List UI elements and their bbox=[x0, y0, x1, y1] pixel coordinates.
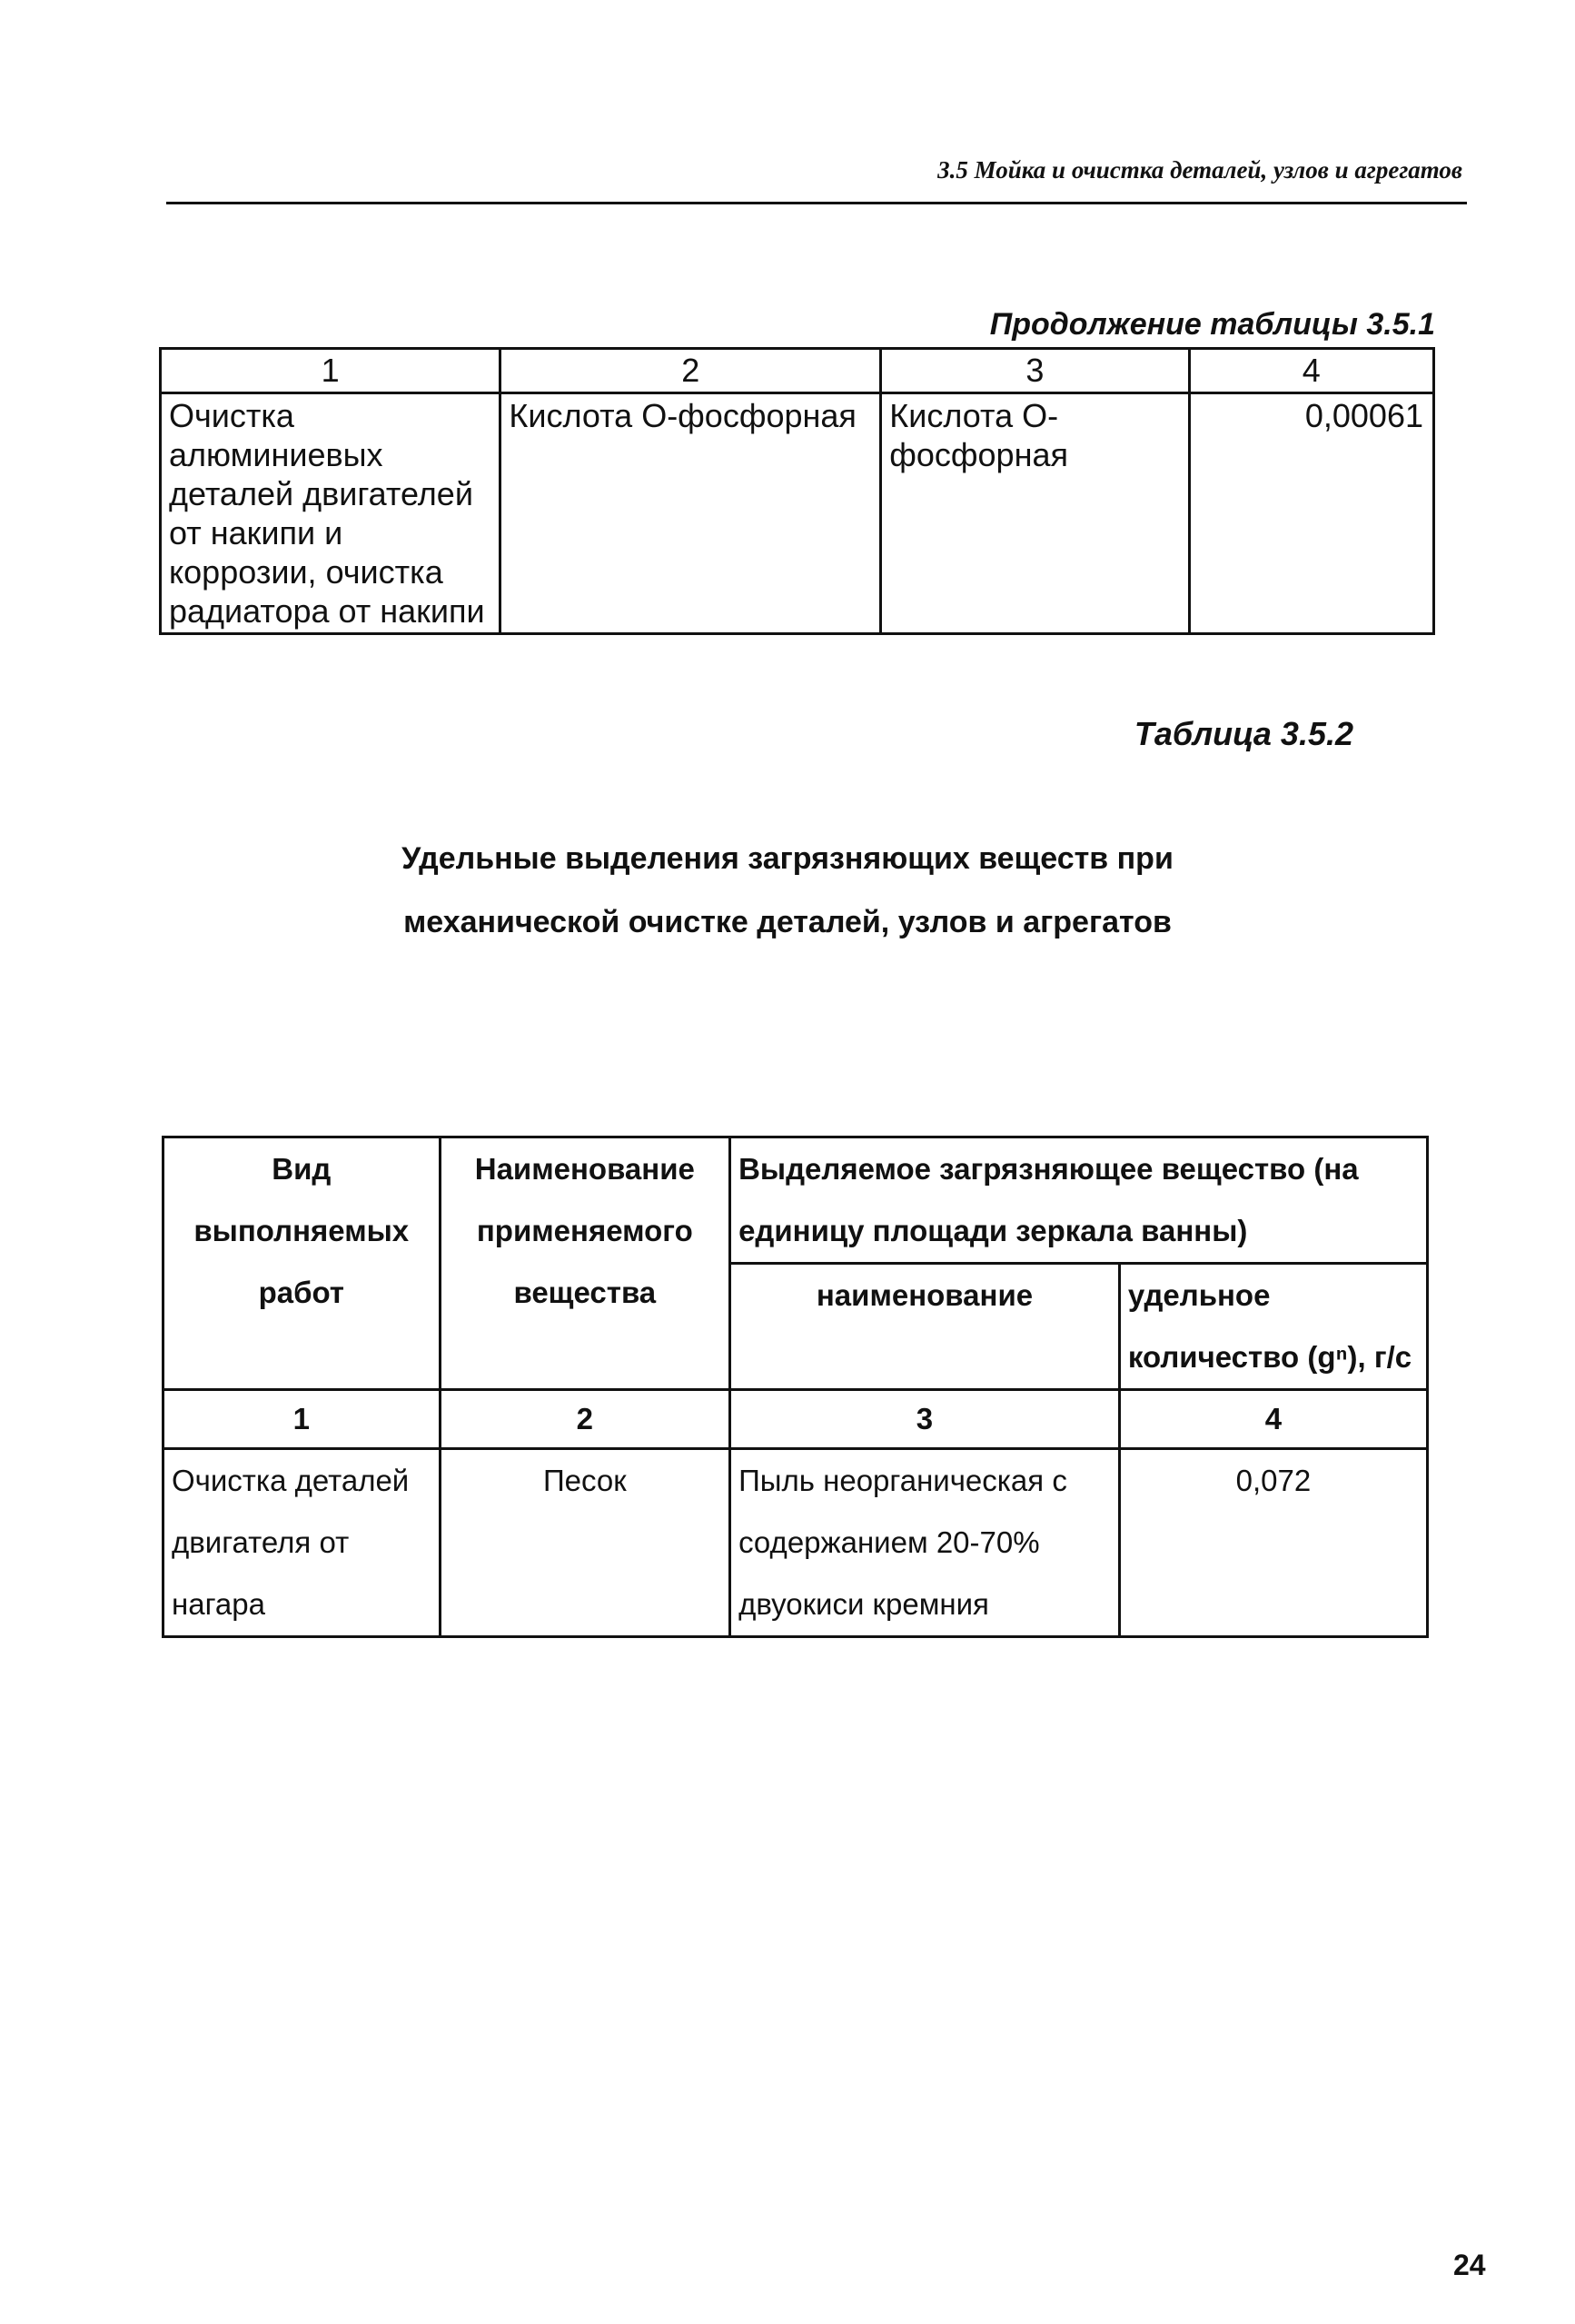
table-row bbox=[163, 1449, 1428, 1637]
pollutant-cell: Пыль неорганическая с содержанием 20-70% двуокиси кремния bbox=[730, 1449, 1120, 1637]
header-pollutant-name: наименование bbox=[730, 1264, 1120, 1390]
column-number-row bbox=[163, 1390, 1428, 1449]
table-3-5-2 bbox=[162, 1136, 1429, 1638]
table2-number: Таблица 3.5.2 bbox=[1134, 715, 1353, 752]
table1-caption: Продолжение таблицы 3.5.1 bbox=[989, 307, 1435, 342]
substance-cell: Кислота О-фосфорная bbox=[500, 393, 881, 634]
header-cell: 3 bbox=[881, 349, 1189, 393]
running-head: 3.5 Мойка и очистка деталей, узлов и агрегатов bbox=[937, 156, 1462, 184]
value-cell: 0,00061 bbox=[1189, 393, 1433, 634]
column-number: 3 bbox=[730, 1390, 1120, 1449]
substance-cell: Песок bbox=[440, 1449, 730, 1637]
header-cell: 2 bbox=[500, 349, 881, 393]
pollutant-cell: Кислота О- фосфорная bbox=[881, 393, 1189, 634]
header-substance: Наименование применяемого вещества bbox=[440, 1137, 730, 1390]
header-rule bbox=[166, 202, 1467, 204]
table2-title-line: механической очистке деталей, узлов и агрегатов bbox=[403, 905, 1172, 939]
table-3-5-1-continuation bbox=[159, 347, 1435, 635]
table-header-row bbox=[161, 349, 1434, 393]
table2-title bbox=[0, 827, 1575, 954]
header-cell: 1 bbox=[161, 349, 500, 393]
header-work-type: Вид выполняемых работ bbox=[163, 1137, 441, 1390]
page-number: 24 bbox=[1453, 2249, 1486, 2281]
column-number: 1 bbox=[163, 1390, 441, 1449]
table2-title-line: Удельные выделения загрязняющих веществ при bbox=[401, 841, 1174, 876]
column-number: 2 bbox=[440, 1390, 730, 1449]
header-cell: 4 bbox=[1189, 349, 1433, 393]
process-cell: Очистка алюминиевых деталей двигателей от накипи и коррозии, очистка радиатора от накипи bbox=[161, 393, 500, 634]
header-specific-amount: удельное количество (gⁿ), г/с bbox=[1119, 1264, 1427, 1390]
header-pollutant-group: Выделяемое загрязняющее вещество (на единицу площади зеркала ванны) bbox=[730, 1137, 1428, 1264]
value-cell: 0,072 bbox=[1119, 1449, 1427, 1637]
table-header-row bbox=[163, 1137, 1428, 1264]
column-number: 4 bbox=[1119, 1390, 1427, 1449]
table-row bbox=[161, 393, 1434, 634]
process-cell: Очистка деталей двигателя от нагара bbox=[163, 1449, 441, 1637]
